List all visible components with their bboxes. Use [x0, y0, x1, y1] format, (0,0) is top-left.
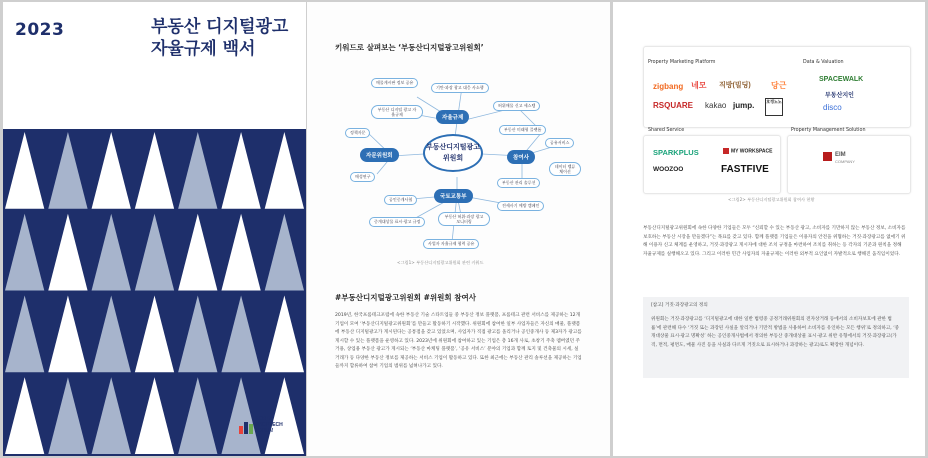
logo-line2: PROPTECH	[255, 422, 283, 428]
label-shared: Shared Service	[648, 128, 685, 133]
cover-title-line1: 부동산 디지털광고	[151, 17, 289, 37]
kpf-logo-text	[255, 416, 283, 434]
logo-line1: KOREA	[255, 416, 274, 422]
diagram-center: 부동산디지털광고 위원회	[423, 134, 483, 172]
cover-page	[3, 2, 306, 456]
keyword-heading: 키워드로 살펴보는 ‘부동산디지털광고위원회’	[335, 43, 484, 52]
cover-triangle-pattern	[3, 129, 306, 456]
hub-right: 참여사	[507, 150, 535, 164]
kpf-logo-mark	[239, 422, 253, 434]
hub-bottom: 국토교통부	[434, 189, 473, 203]
brand-jikbang: 직방(빌딩)	[719, 82, 751, 89]
note-title: [참고] 거짓·과장광고의 정의	[651, 303, 708, 308]
kpf-logo	[239, 416, 283, 434]
node-n10: 부동산 관리 솔루션	[497, 178, 540, 188]
brand-jiin: 부동산지인	[825, 93, 854, 99]
brand-fastfive: FASTFIVE	[721, 164, 769, 175]
label-marketing: Property Marketing Platform	[648, 60, 716, 65]
brand-woozoo: WOOZOO	[653, 166, 684, 173]
note-box	[643, 297, 909, 378]
node-n3: 부동산 디지털 광고 자율규제	[371, 105, 423, 119]
eim-logo-icon	[823, 152, 832, 161]
brand-spacewalk: SPACEWALK	[819, 76, 864, 83]
note-body: 위원회는 거짓·과장광고를 ‘디지털광고에 대한 일반 법령중 공정거래위원회의 전자상거래 등에서의 소비자보호에 관한 법률’에 관련해 다수 ‘거짓 또는 과장된 사실을 알리거나 기만적 방법을 사용하여 소비자를 유인하는 모든 행위’로 정의하고, ‘중개대상물 표시·광고 명확성’ 하는 공인중개사법에서 정의한 부동산 중개대상물 표시·광고 위반 유형에서의 거짓·과장광고(가격, 면적, 평면도, 매물 사진 등을 사실과 다르게 거짓으로 표시하거나 과장하는 광고)로도 확장한 개념이다.	[651, 317, 900, 348]
cover-title	[151, 16, 288, 60]
hub-left: 자문위원회	[360, 148, 399, 162]
brand-jump: jump.	[733, 101, 755, 110]
node-n7: 공유서비스	[545, 138, 574, 148]
members-page	[613, 2, 925, 456]
brand-zigbang: zigbang	[653, 82, 684, 91]
node-n1: 매물게시판 정보 공유	[371, 78, 418, 88]
node-n6: 부동산 미래형 플랫폼	[499, 125, 546, 135]
myworkspace-text: MY WORKSPACE	[731, 148, 773, 155]
brand-rsquare: RSQUARE	[653, 101, 694, 110]
members-caption: <그림2> 부동산디지털광고위원회 참여사 현황	[728, 197, 815, 202]
brand-myworkspace	[723, 148, 772, 154]
node-n2: 기만·과장 광고 대응 사소행	[431, 83, 489, 93]
brand-house: 호갱노노	[765, 98, 783, 116]
label-data: Data & Valuation	[803, 60, 844, 65]
page2-paragraph: 2019년, 한국프롭테크포럼에 속한 부동산 기술 스타트업들 중 부동산 정보 플랫폼, 프롭테크 관련 서비스를 제공하는 12개 기업이 모여 ‘부동산디지털광고위원회’를 만들고 활동하기 시작했다. 위원회에 참여한 일부 사업자들은 자신의 매물, 플랫폼에 부동산 디지털광고가 게시된다는 공통점을 갖고 있었으며, 사업자가 직접 광고를 올리거나 공인중개사 등 제3자가 광고를 게시할 수 있는 플랫폼을 운영하고 있다. 2023년에 위원회에 참여하고 있는 기업은 총 16개 사로, 초창기 주축 멤버였던 주거용, 상업용 부동산 광고가 게시되는 ‘부동산 마케팅 플랫폼’, ‘공유 서비스’ 분야의 기업과 함께 토지 및 건축물의 시세, 실거래가 등 다양한 부동산 정보를 제공하는 서비스 기업이 활동하고 있다. 또한 최근에는 부동산 관리 솔루션을 제공하는 기업들까지 합류하여 참여 기업의 범위를 넓혀나가고 있다.	[335, 313, 582, 369]
node-n4: 허위매물 신고 세스템	[493, 101, 540, 111]
label-management: Property Management Solution	[791, 128, 866, 133]
brand-sparkplus: SPARKPLUS	[653, 148, 699, 157]
node-n15: 사업자 자율규제 협력 공유	[423, 239, 479, 249]
logo-line3: FORUM	[255, 428, 274, 434]
brand-eim: EIM	[835, 152, 846, 158]
cover-year: 2023	[15, 20, 65, 40]
node-n12: 전세사기 예방 캠페인	[497, 201, 544, 211]
node-n5: 정책자문	[345, 128, 370, 138]
section-title: #부동산디지털광고위원회 #위원회 참여사	[335, 293, 476, 302]
brand-dangn: 당근	[771, 81, 787, 90]
page3-paragraph: 부동산디지털광고위원회에 속한 다양한 기업들은 모두 “신뢰할 수 있는 부동산 광고, 소비자를 기만하지 않는 부동산 정보, 소비자를 보호하는 부동산 시장을 만들겠다”는 목표를 갖고 있다. 함께 플랫폼 기업들은 이용자의 안전을 위협하는 거짓·과장광고를 없애기 위해 이용자 신고 체계를 운영하고, 거짓·과장광고 게시자에 대한 조치 규정을 마련하여 조치를 취하는 등 각자의 기준과 원칙을 정해 자율규제를 실행해오고 있다. 그리고 이러한 민간 사업자의 자율규제는 이러한 외부적 요인없이 자발적으로 행해진 움직임이었다.	[643, 226, 906, 257]
node-n13: 중개대상물 표시·광고 규정	[369, 217, 425, 227]
diagram-caption: <그림1> 부동산디지털광고위원회 관련 키워드	[397, 260, 484, 265]
cover-title-line2: 자율규제 백서	[151, 39, 256, 59]
keyword-page	[307, 2, 610, 456]
node-n9: 매성연구	[350, 172, 375, 182]
node-n14: 부동산 허위·과장 광고 모니터링	[438, 212, 490, 226]
node-n11: 공인중개사협	[384, 195, 417, 205]
brand-disco: disco	[823, 103, 842, 112]
node-n8: 데이터 벨류체이선	[549, 162, 581, 176]
brand-ne: 네모	[691, 81, 707, 90]
hub-top: 자율규제	[436, 110, 469, 124]
card-management	[787, 135, 911, 194]
brand-eim-sub: COMPANY	[835, 159, 855, 164]
brand-kakao: kakao	[705, 101, 727, 110]
